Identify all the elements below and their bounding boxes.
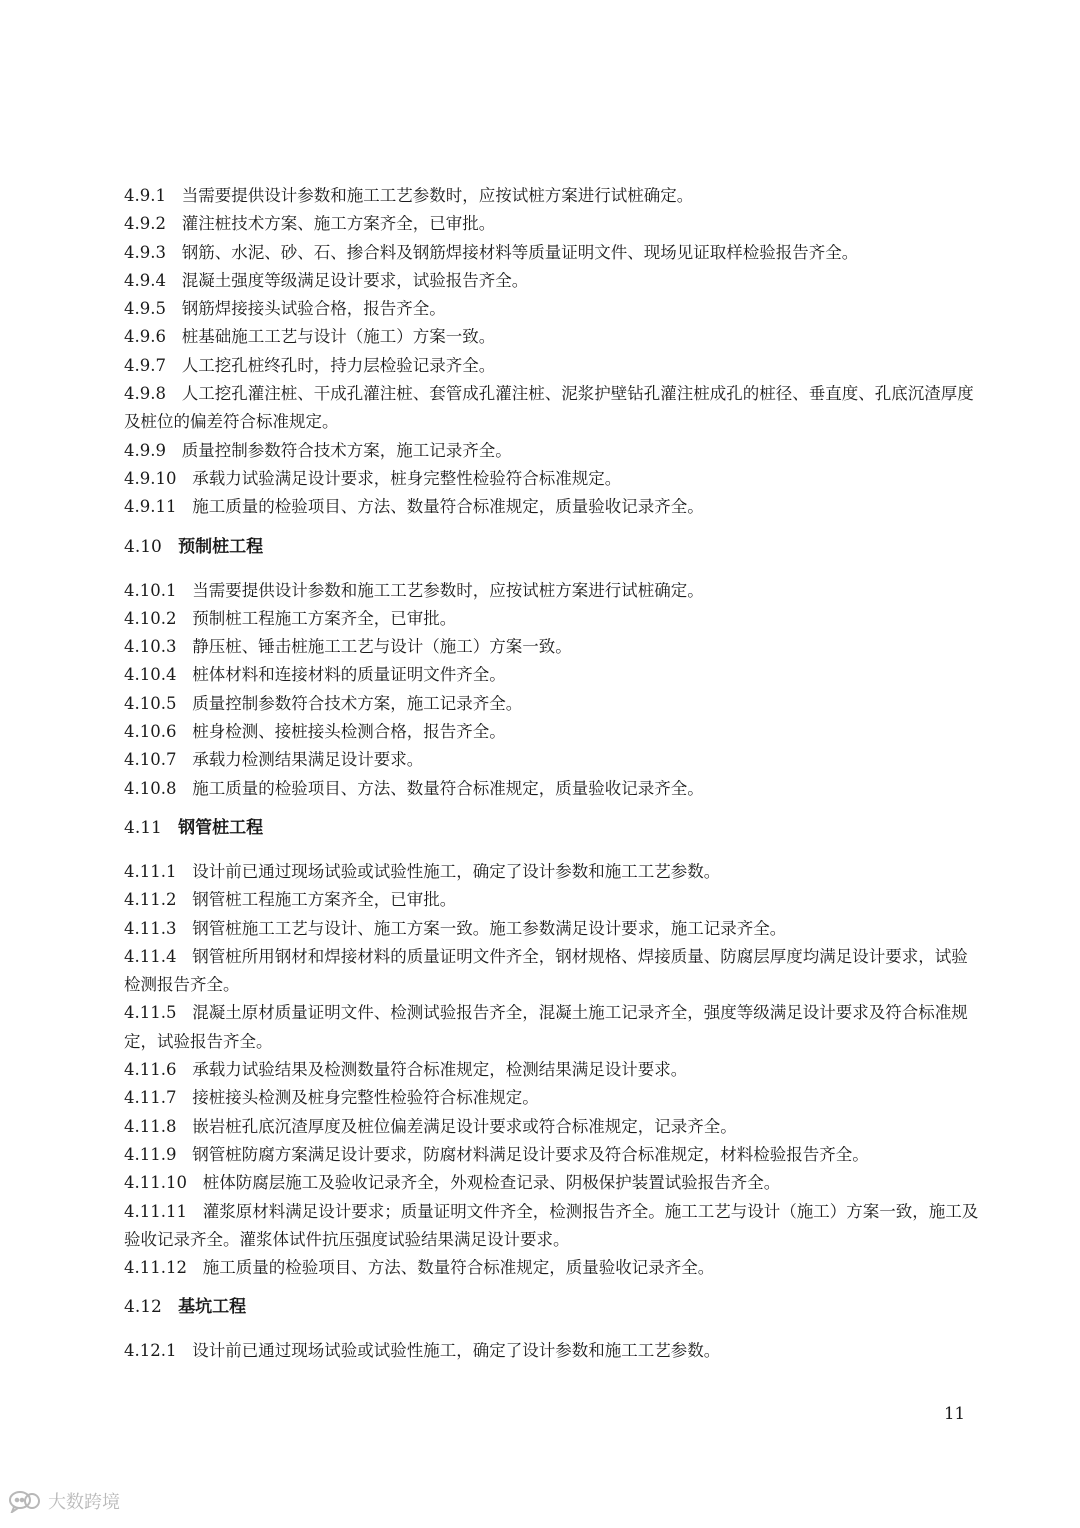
- clause-number: 4.9.9: [124, 440, 166, 460]
- clause-number: 4.11.1: [124, 861, 177, 881]
- clause-text: 当需要提供设计参数和施工工艺参数时，应按试桩方案进行试桩确定。: [192, 580, 704, 600]
- clause-text: 灌注桩技术方案、施工方案齐全，已审批。: [181, 214, 496, 234]
- clause-number: 4.11.3: [124, 918, 177, 938]
- clause-item: [124, 1141, 980, 1169]
- clause-number: 4.10.2: [124, 608, 177, 628]
- clause-text: 嵌岩桩孔底沉渣厚度及桩位偏差满足设计要求或符合标准规定，记录齐全。: [192, 1116, 737, 1136]
- section-4-11: [124, 814, 980, 1282]
- clause-number: 4.9.3: [124, 242, 166, 262]
- clause-text: 钢管桩施工工艺与设计、施工方案一致。施工参数满足设计要求，施工记录齐全。: [192, 918, 787, 938]
- watermark-text: 大数跨境: [48, 1492, 120, 1513]
- clause-text: 人工挖孔灌注桩、干成孔灌注桩、套管成孔灌注桩、泥浆护壁钻孔灌注桩成孔的桩径、垂直度、孔底沉渣厚度及桩位的偏差符合标准规定。: [124, 384, 974, 432]
- clause-number: 4.10.1: [124, 580, 177, 600]
- clause-text: 质量控制参数符合技术方案，施工记录齐全。: [192, 693, 523, 713]
- clause-number: 4.9.2: [124, 214, 166, 234]
- clause-number: 4.9.11: [124, 497, 177, 517]
- chat-bubble-logo-icon: [8, 1489, 42, 1513]
- clause-item: [124, 1169, 980, 1197]
- section-heading: [124, 533, 980, 561]
- clause-number: 4.11.8: [124, 1116, 177, 1136]
- section-title: 基坑工程: [178, 1297, 247, 1318]
- clause-item: [124, 661, 980, 689]
- clause-text: 桩体材料和连接材料的质量证明文件齐全。: [192, 665, 506, 685]
- watermark: [8, 1488, 120, 1514]
- clause-item: [124, 886, 980, 914]
- clause-text: 承载力试验结果及检测数量符合标准规定，检测结果满足设计要求。: [192, 1060, 688, 1080]
- clause-text: 人工挖孔桩终孔时，持力层检验记录齐全。: [181, 355, 496, 375]
- clause-item: [124, 267, 980, 295]
- clause-number: 4.10.4: [124, 665, 177, 685]
- section-number: 4.10: [124, 536, 162, 557]
- clause-number: 4.11.9: [124, 1144, 177, 1164]
- clause-text: 施工质量的检验项目、方法、数量符合标准规定，质量验收记录齐全。: [192, 778, 704, 798]
- clause-number: 4.9.8: [124, 384, 166, 404]
- clause-number: 4.10.7: [124, 750, 177, 770]
- clause-text: 桩身检测、接桩接头检测合格，报告齐全。: [192, 722, 506, 742]
- clause-item: [124, 690, 980, 718]
- clause-number: 4.10.3: [124, 637, 177, 657]
- clause-item: [124, 775, 980, 803]
- clause-text: 设计前已通过现场试验或试验性施工，确定了设计参数和施工工艺参数。: [192, 1341, 721, 1361]
- clause-number: 4.11.6: [124, 1060, 177, 1080]
- clause-item: [124, 1113, 980, 1141]
- clause-item: [124, 1084, 980, 1112]
- clause-text: 钢筋焊接接头试验合格，报告齐全。: [181, 299, 446, 319]
- section-heading: [124, 1293, 980, 1321]
- clause-text: 设计前已通过现场试验或试验性施工，确定了设计参数和施工工艺参数。: [192, 861, 721, 881]
- section-number: 4.12: [124, 1297, 162, 1318]
- clause-text: 承载力检测结果满足设计要求。: [192, 750, 424, 770]
- clause-item: [124, 1254, 980, 1282]
- clause-number: 4.12.1: [124, 1341, 177, 1361]
- clause-number: 4.9.4: [124, 270, 166, 290]
- clause-text: 质量控制参数符合技术方案，施工记录齐全。: [181, 440, 512, 460]
- clause-text: 当需要提供设计参数和施工工艺参数时，应按试桩方案进行试桩确定。: [181, 186, 694, 205]
- section-heading: [124, 814, 980, 842]
- clause-item: [124, 437, 980, 465]
- clause-item: [124, 577, 980, 605]
- clause-text: 桩体防腐层施工及验收记录齐全，外观检查记录、阴极保护装置试验报告齐全。: [202, 1173, 781, 1193]
- clause-text: 混凝土原材质量证明文件、检测试验报告齐全，混凝土施工记录齐全，强度等级满足设计要求及符合标准规定，试验报告齐全。: [124, 1003, 968, 1051]
- clause-item: [124, 943, 980, 1000]
- clause-number: 4.9.7: [124, 355, 166, 375]
- section-title: 预制桩工程: [178, 536, 264, 557]
- clause-item: [124, 323, 980, 351]
- clause-item: [124, 1337, 980, 1365]
- clause-text: 静压桩、锤击桩施工工艺与设计（施工）方案一致。: [192, 637, 572, 657]
- clause-number: 4.9.5: [124, 299, 166, 319]
- clause-text: 施工质量的检验项目、方法、数量符合标准规定，质量验收记录齐全。: [192, 497, 704, 517]
- clause-text: 钢管桩所用钢材和焊接材料的质量证明文件齐全，钢材规格、焊接质量、防腐层厚度均满足设计要求，试验检测报告齐全。: [124, 946, 968, 995]
- section-4-12: [124, 1293, 980, 1365]
- clause-item: [124, 633, 980, 661]
- clause-number: 4.11.11: [124, 1201, 187, 1221]
- clause-number: 4.11.10: [124, 1173, 187, 1193]
- clause-item: [124, 295, 980, 323]
- clause-item: [124, 352, 980, 380]
- clause-number: 4.9.1: [124, 186, 166, 205]
- clause-number: 4.10.8: [124, 778, 177, 798]
- clause-text: 桩基础施工工艺与设计（施工）方案一致。: [181, 327, 496, 347]
- page-number: 11: [944, 1404, 965, 1423]
- clause-text: 承载力试验满足设计要求，桩身完整性检验符合标准规定。: [192, 468, 622, 488]
- clause-number: 4.11.2: [124, 890, 177, 910]
- clause-text: 灌浆原材料满足设计要求；质量证明文件齐全，检测报告齐全。施工工艺与设计（施工）方案一致，施工及验收记录齐全。灌浆体试件抗压强度试验结果满足设计要求。: [124, 1201, 979, 1249]
- clause-item: [124, 1198, 980, 1255]
- clause-item: [124, 999, 980, 1056]
- clause-item: [124, 718, 980, 746]
- clause-item: [124, 239, 980, 267]
- clause-number: 4.11.4: [124, 946, 177, 966]
- clause-number: 4.11.7: [124, 1088, 177, 1108]
- clause-item: [124, 605, 980, 633]
- section-4-9-items: [124, 182, 980, 522]
- clause-text: 施工质量的检验项目、方法、数量符合标准规定，质量验收记录齐全。: [202, 1258, 715, 1278]
- section-number: 4.11: [124, 817, 162, 838]
- clause-number: 4.10.5: [124, 693, 177, 713]
- clause-item: [124, 210, 980, 238]
- clause-item: [124, 915, 980, 943]
- clause-item: [124, 1056, 980, 1084]
- section-4-10: [124, 533, 980, 803]
- clause-number: 4.9.10: [124, 468, 177, 488]
- clause-item: [124, 746, 980, 774]
- clause-item: [124, 858, 980, 886]
- document-body: [124, 182, 980, 1366]
- clause-number: 4.11.12: [124, 1258, 187, 1278]
- clause-text: 钢管桩防腐方案满足设计要求，防腐材料满足设计要求及符合标准规定，材料检验报告齐全。: [192, 1144, 869, 1164]
- clause-text: 预制桩工程施工方案齐全，已审批。: [192, 608, 457, 628]
- clause-text: 混凝土强度等级满足设计要求，试验报告齐全。: [181, 270, 529, 290]
- clause-item: [124, 465, 980, 493]
- clause-number: 4.10.6: [124, 722, 177, 742]
- clause-number: 4.11.5: [124, 1003, 177, 1023]
- clause-number: 4.9.6: [124, 327, 166, 347]
- clause-text: 钢筋、水泥、砂、石、掺合料及钢筋焊接材料等质量证明文件、现场见证取样检验报告齐全。: [181, 242, 859, 262]
- clause-item: [124, 182, 980, 210]
- section-title: 钢管桩工程: [178, 817, 264, 838]
- clause-item: [124, 380, 980, 437]
- clause-text: 接桩接头检测及桩身完整性检验符合标准规定。: [192, 1088, 539, 1108]
- clause-item: [124, 493, 980, 521]
- clause-text: 钢管桩工程施工方案齐全，已审批。: [192, 890, 457, 910]
